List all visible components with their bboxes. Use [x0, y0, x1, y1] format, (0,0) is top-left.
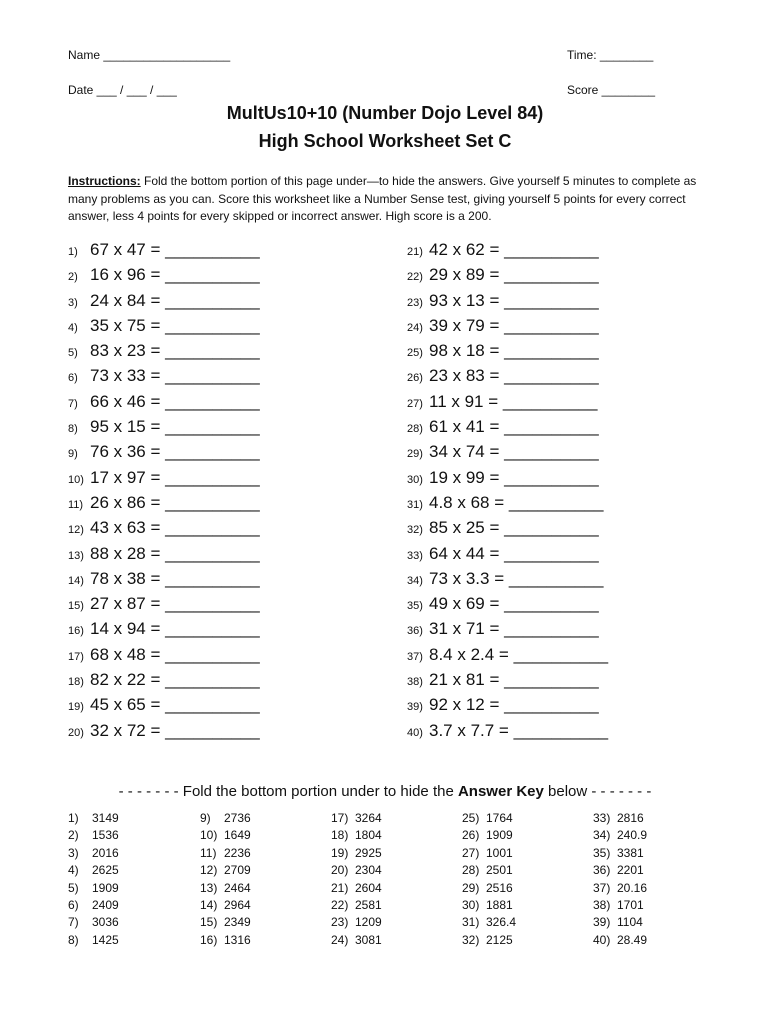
problem-question: 92 x 12 = __________ [429, 695, 599, 715]
problem-number: 2) [68, 271, 78, 284]
problem-row [407, 645, 608, 670]
answer-number: 38) [593, 897, 611, 912]
problem-number: 16) [68, 625, 84, 638]
problem-number: 27) [407, 397, 423, 410]
answer-number: 1) [68, 811, 79, 825]
answer-key-row [593, 863, 647, 880]
problem-row [407, 442, 608, 467]
problem-question: 16 x 96 = __________ [90, 265, 260, 285]
problem-question: 39 x 79 = __________ [429, 315, 599, 335]
problem-row [68, 619, 260, 644]
answer-number: 22) [331, 897, 349, 912]
answer-number: 23) [331, 915, 349, 930]
answer-value: 240.9 [617, 828, 648, 843]
answer-value: 2464 [224, 880, 251, 895]
problem-number: 38) [407, 676, 423, 689]
answer-number: 26) [462, 828, 480, 843]
answer-key-row [68, 881, 119, 898]
problem-number: 10) [68, 473, 84, 486]
answer-key-row [68, 915, 119, 932]
answer-value: 2304 [355, 863, 382, 878]
problem-number: 12) [68, 524, 84, 537]
answer-number: 6) [68, 897, 79, 912]
answer-value: 2625 [92, 863, 119, 878]
answer-number: 10) [200, 828, 218, 843]
problem-row [68, 366, 260, 391]
answer-value: 2201 [617, 863, 644, 878]
answer-number: 40) [593, 932, 611, 947]
problem-question: 76 x 36 = __________ [90, 442, 260, 462]
answer-key-row [200, 846, 251, 863]
answer-key-row [462, 828, 516, 845]
problem-question: 61 x 41 = __________ [429, 417, 599, 437]
problem-row [68, 670, 260, 695]
problem-question: 64 x 44 = __________ [429, 543, 599, 563]
problem-row [407, 341, 608, 366]
answer-value: 1209 [355, 915, 382, 930]
answer-key-row [593, 915, 647, 932]
answer-number: 37) [593, 880, 611, 895]
problem-number: 8) [68, 423, 78, 436]
problem-question: 43 x 63 = __________ [90, 518, 260, 538]
answer-key-row [200, 933, 251, 950]
problem-question: 68 x 48 = __________ [90, 644, 260, 664]
problem-row [68, 645, 260, 670]
problem-question: 82 x 22 = __________ [90, 670, 260, 690]
problem-question: 73 x 3.3 = __________ [429, 568, 604, 588]
answer-number: 2) [68, 828, 79, 843]
instructions-text: Fold the bottom portion of this page under—to hide the answers. Give yourself 5 minutes to complete as many problems as you can. Score this worksheet like a Number Sense test, giving yourself 5 points for every correct answer, less 4 points for every skipped or incorrect answer. High score is a 200. [68, 174, 697, 223]
problem-row [407, 392, 608, 417]
answer-key-column [593, 811, 647, 950]
problem-question: 32 x 72 = __________ [90, 720, 260, 740]
problem-row [407, 417, 608, 442]
problem-number: 40) [407, 726, 423, 739]
problem-question: 98 x 18 = __________ [429, 341, 599, 361]
problem-number: 15) [68, 600, 84, 613]
problem-question: 17 x 97 = __________ [90, 467, 260, 487]
answer-value: 1536 [92, 828, 119, 843]
answer-key-row [331, 881, 382, 898]
answer-number: 11) [200, 845, 217, 860]
answer-key-row [200, 915, 251, 932]
problem-row [68, 240, 260, 265]
answer-number: 34) [593, 828, 611, 843]
problem-row [407, 468, 608, 493]
problems-right-column [407, 240, 608, 746]
problem-row [407, 721, 608, 746]
answer-number: 7) [68, 915, 79, 930]
answer-value: 2349 [224, 915, 251, 930]
problem-number: 29) [407, 448, 423, 461]
problem-row [68, 695, 260, 720]
problem-number: 26) [407, 372, 423, 385]
answer-key-row [462, 846, 516, 863]
problem-question: 8.4 x 2.4 = __________ [429, 644, 609, 664]
problem-question: 24 x 84 = __________ [90, 290, 260, 310]
answer-value: 3381 [617, 845, 644, 860]
time-field: Time: ________ [567, 48, 654, 62]
problem-question: 45 x 65 = __________ [90, 695, 260, 715]
problem-row [68, 341, 260, 366]
answer-key-row [593, 898, 647, 915]
answer-key-row [462, 898, 516, 915]
problem-question: 35 x 75 = __________ [90, 315, 260, 335]
answer-value: 2736 [224, 811, 251, 825]
answer-number: 5) [68, 880, 79, 895]
answer-number: 21) [331, 880, 349, 895]
problem-question: 3.7 x 7.7 = __________ [429, 720, 609, 740]
answer-number: 29) [462, 880, 480, 895]
answer-value: 326.4 [486, 915, 517, 930]
answer-value: 3264 [355, 811, 382, 825]
answer-key-row [331, 863, 382, 880]
problem-question: 11 x 91 = __________ [429, 391, 598, 411]
problem-row [68, 594, 260, 619]
problem-number: 22) [407, 271, 423, 284]
problem-number: 3) [68, 296, 78, 309]
problem-row [407, 695, 608, 720]
answer-number: 17) [331, 811, 349, 825]
answer-key-column [331, 811, 382, 950]
problem-row [407, 544, 608, 569]
score-field: Score ________ [567, 83, 656, 97]
fold-suffix: below - - - - - - - [543, 783, 652, 800]
problem-number: 33) [407, 549, 423, 562]
answer-value: 2816 [617, 811, 644, 825]
answer-number: 13) [200, 880, 218, 895]
answer-number: 39) [593, 915, 611, 930]
problem-row [68, 392, 260, 417]
problem-number: 6) [68, 372, 78, 385]
problem-number: 37) [407, 650, 423, 663]
problem-row [68, 442, 260, 467]
answer-number: 35) [593, 845, 611, 860]
problem-question: 27 x 87 = __________ [90, 594, 260, 614]
answer-key-row [68, 898, 119, 915]
problem-question: 14 x 94 = __________ [90, 619, 260, 639]
problem-number: 9) [68, 448, 78, 461]
answer-key-row [68, 811, 119, 828]
problem-row [68, 417, 260, 442]
problem-number: 14) [68, 574, 84, 587]
problem-row [68, 493, 260, 518]
problem-row [407, 265, 608, 290]
answer-number: 25) [462, 811, 480, 825]
problem-question: 42 x 62 = __________ [429, 240, 599, 259]
problem-question: 85 x 25 = __________ [429, 518, 599, 538]
problem-number: 35) [407, 600, 423, 613]
name-field: Name ___________________ [68, 48, 231, 62]
answer-key-row [200, 881, 251, 898]
answer-value: 2709 [224, 863, 251, 878]
answer-key-row [593, 933, 647, 950]
fold-prefix: - - - - - - - Fold the bottom portion under to hide the [118, 783, 458, 800]
answer-value: 2581 [355, 897, 382, 912]
answer-value: 2125 [486, 932, 513, 947]
answer-value: 1701 [617, 897, 644, 912]
answer-value: 2409 [92, 897, 119, 912]
answer-number: 33) [593, 811, 611, 825]
answer-key-row [593, 811, 647, 828]
problem-number: 30) [407, 473, 423, 486]
answer-value: 2016 [92, 845, 119, 860]
problem-number: 23) [407, 296, 423, 309]
answer-number: 30) [462, 897, 480, 912]
problems-left-column [68, 240, 260, 746]
problem-row [68, 569, 260, 594]
answer-value: 1764 [486, 811, 513, 825]
answer-value: 1909 [92, 880, 119, 895]
answer-number: 31) [462, 915, 480, 930]
answer-number: 32) [462, 932, 480, 947]
answer-key-row [331, 898, 382, 915]
problem-number: 25) [407, 347, 423, 360]
answer-value: 1316 [224, 932, 251, 947]
answer-key-row [68, 863, 119, 880]
answer-value: 2964 [224, 897, 251, 912]
answer-value: 2925 [355, 845, 382, 860]
answer-value: 20.16 [617, 880, 648, 895]
problem-number: 32) [407, 524, 423, 537]
problem-number: 21) [407, 246, 423, 258]
problem-question: 66 x 46 = __________ [90, 391, 260, 411]
answer-number: 14) [200, 897, 218, 912]
problem-row [407, 569, 608, 594]
date-field: Date ___ / ___ / ___ [68, 83, 177, 97]
answer-number: 8) [68, 932, 79, 947]
problem-question: 78 x 38 = __________ [90, 568, 260, 588]
answer-number: 28) [462, 863, 480, 878]
answer-key-row [68, 846, 119, 863]
answer-key-row [200, 898, 251, 915]
problem-question: 29 x 89 = __________ [429, 265, 599, 285]
answer-key-column [68, 811, 119, 950]
problem-number: 31) [407, 498, 423, 511]
problem-number: 5) [68, 347, 78, 360]
problem-number: 11) [68, 498, 84, 511]
problem-question: 93 x 13 = __________ [429, 290, 599, 310]
page-subtitle: High School Worksheet Set C [258, 131, 512, 151]
answer-value: 3149 [92, 811, 119, 825]
problem-question: 83 x 23 = __________ [90, 341, 260, 361]
problem-question: 31 x 71 = __________ [429, 619, 599, 639]
problem-number: 17) [68, 650, 84, 663]
problem-row [68, 544, 260, 569]
problem-row [407, 366, 608, 391]
problem-row [407, 316, 608, 341]
answer-value: 1881 [486, 897, 513, 912]
problem-number: 36) [407, 625, 423, 638]
instructions [68, 173, 708, 226]
problem-number: 28) [407, 423, 423, 436]
answer-key-row [593, 846, 647, 863]
answer-value: 2236 [224, 845, 251, 860]
fold-line [0, 783, 770, 800]
answer-key-row [462, 811, 516, 828]
answer-number: 16) [200, 932, 218, 947]
answer-key-row [200, 811, 251, 828]
answer-key-row [462, 863, 516, 880]
problem-question: 49 x 69 = __________ [429, 594, 599, 614]
answer-number: 4) [68, 863, 79, 878]
answer-key-row [68, 933, 119, 950]
problem-number: 24) [407, 321, 423, 334]
answer-value: 1001 [486, 845, 513, 860]
problem-number: 1) [68, 246, 78, 258]
problem-row [407, 240, 608, 265]
answer-key-row [462, 933, 516, 950]
problem-number: 20) [68, 726, 84, 739]
problem-row [68, 316, 260, 341]
answer-key-row [200, 863, 251, 880]
problem-number: 18) [68, 676, 84, 689]
answer-number: 9) [200, 811, 211, 825]
answer-value: 2516 [486, 880, 513, 895]
fold-answer-key-label: Answer Key [457, 783, 544, 800]
problem-row [68, 265, 260, 290]
problem-question: 26 x 86 = __________ [90, 492, 260, 512]
answer-number: 15) [200, 915, 218, 930]
problem-row [407, 518, 608, 543]
answer-key-row [200, 828, 251, 845]
answer-number: 19) [331, 845, 349, 860]
answer-key-row [331, 828, 382, 845]
answer-key-row [331, 915, 382, 932]
problem-row [407, 493, 608, 518]
problem-row [68, 291, 260, 316]
problem-number: 13) [68, 549, 84, 562]
answer-value: 2501 [486, 863, 513, 878]
answer-key-row [331, 811, 382, 828]
answer-value: 3036 [92, 915, 119, 930]
problem-question: 19 x 99 = __________ [429, 467, 599, 487]
answer-value: 3081 [355, 932, 382, 947]
problem-question: 34 x 74 = __________ [429, 442, 599, 462]
problem-question: 4.8 x 68 = __________ [429, 492, 604, 512]
problem-row [68, 721, 260, 746]
answer-number: 36) [593, 863, 611, 878]
answer-key-row [331, 933, 382, 950]
problem-number: 19) [68, 701, 84, 714]
problem-row [407, 594, 608, 619]
problem-row [68, 518, 260, 543]
problem-question: 95 x 15 = __________ [90, 417, 260, 437]
problem-number: 39) [407, 701, 423, 714]
answer-key-column [200, 811, 251, 950]
answer-value: 1425 [92, 932, 119, 947]
instructions-label: Instructions: [68, 174, 141, 188]
answer-value: 28.49 [617, 932, 648, 947]
answer-key-column [462, 811, 516, 950]
problem-number: 7) [68, 397, 78, 410]
answer-number: 27) [462, 845, 480, 860]
problem-question: 73 x 33 = __________ [90, 366, 260, 386]
problem-number: 4) [68, 321, 78, 334]
answer-number: 20) [331, 863, 349, 878]
answer-key-row [462, 915, 516, 932]
problem-question: 67 x 47 = __________ [90, 240, 260, 259]
problem-question: 88 x 28 = __________ [90, 543, 260, 563]
problem-row [68, 468, 260, 493]
answer-key-row [331, 846, 382, 863]
problem-row [407, 670, 608, 695]
page-title: MultUs10+10 (Number Dojo Level 84) [226, 103, 544, 123]
answer-value: 1804 [355, 828, 382, 843]
problem-question: 21 x 81 = __________ [429, 670, 599, 690]
answer-key-row [68, 828, 119, 845]
answer-number: 18) [331, 828, 349, 843]
answer-number: 24) [331, 932, 349, 947]
problem-row [407, 619, 608, 644]
answer-value: 2604 [355, 880, 382, 895]
problem-question: 23 x 83 = __________ [429, 366, 599, 386]
answer-key-row [593, 828, 647, 845]
problem-row [407, 291, 608, 316]
answer-key-row [593, 881, 647, 898]
answer-value: 1649 [224, 828, 251, 843]
answer-value: 1104 [617, 915, 643, 930]
problem-number: 34) [407, 574, 423, 587]
answer-number: 3) [68, 845, 79, 860]
answer-value: 1909 [486, 828, 513, 843]
answer-key-row [462, 881, 516, 898]
answer-number: 12) [200, 863, 218, 878]
